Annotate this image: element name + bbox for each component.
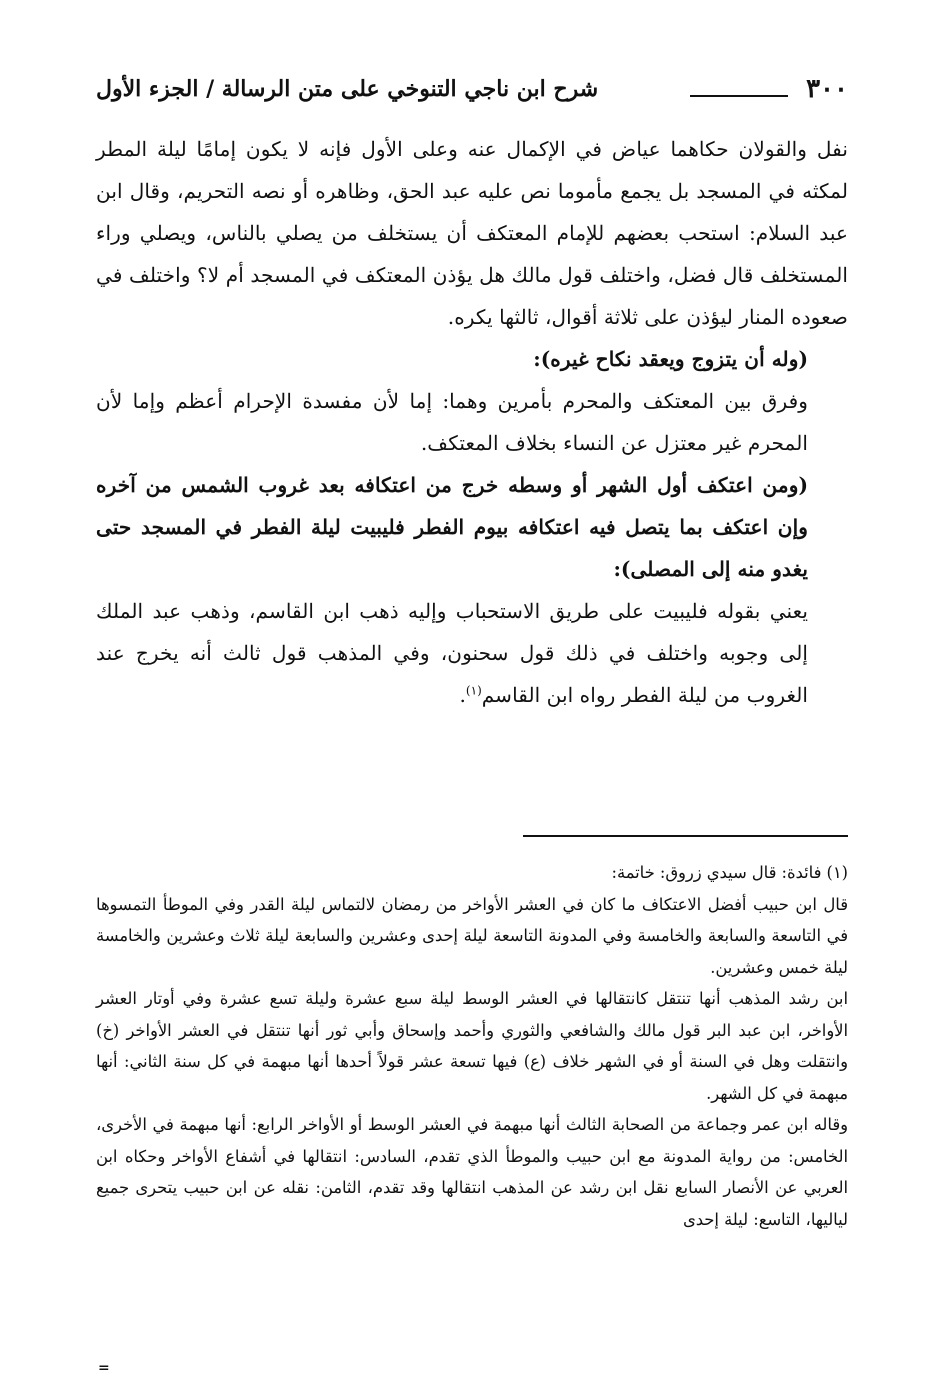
header-rule <box>690 95 788 97</box>
paragraph-with-footnote <box>96 590 848 716</box>
paragraph: نفل والقولان حكاهما عياض في الإكمال عنه وعلى الأول فإنه لا يكون إمامًا ليلة المطر لمكثه في المسجد بل يجمع مأموما نص عليه عبد الحق، وظاهره أو نصه التحريم، وقال ابن عبد السلام: استحب بعضهم للإمام المعتكف أن يستخلف من يصلي بالناس، ويصلي وراء المستخلف قال فضل، واختلف قول مالك هل يؤذن المعتكف في المسجد أم لا؟ واختلف في صعوده المنار ليؤذن على ثلاثة أقوال، ثالثها يكره. <box>96 137 848 329</box>
page-header <box>96 70 848 122</box>
main-text <box>96 128 848 716</box>
page-number: ٣٠٠ <box>806 74 848 104</box>
running-title: شرح ابن ناجي التنوخي على متن الرسالة / الجزء الأول <box>96 76 599 102</box>
footnote-separator <box>523 835 848 837</box>
book-page <box>96 70 848 1376</box>
paragraph: وفرق بين المعتكف والمحرم بأمرين وهما: إما لأن مفسدة الإحرام أعظم وإما لأن المحرم غير معتزل عن النساء بخلاف المعتكف. <box>96 389 808 455</box>
paragraph-text: يعني بقوله فليبيت على طريق الاستحباب وإليه ذهب ابن القاسم، وذهب عبد الملك إلى وجوبه واختلف في ذلك قول سحنون، وفي المذهب قول ثالث أنه يخرج عند الغروب من ليلة الفطر رواه ابن القاسم <box>96 599 808 707</box>
footnote-reference[interactable]: (١) <box>465 683 482 698</box>
footnote-paragraph: قال ابن حبيب أفضل الاعتكاف ما كان في العشر الأواخر من رمضان لالتماس ليلة القدر وفي الموطأ التمسوها في التاسعة والسابعة والخامسة وفي المدونة التاسعة ليلة إحدى وعشرين والسابعة ليلة ثلاث وعشرين والخامسة ليلة خمس وعشرين. <box>96 894 848 977</box>
footnote-paragraph: ابن رشد المذهب أنها تنتقل كانتقالها في العشر الوسط ليلة سبع عشرة وليلة تسع عشرة وفي أوتار العشر الأواخر، ابن عبد البر قول مالك والشافعي والثوري وأحمد وإسحاق وأبي ثور أنها تنتقل في العشر الأواخر (خ) وانتقلت وهل في السنة أو في الشهر خلاف (ع) فيها تسعة عشر قولاً أحدها أنها مبهمة في كل سنة الثاني: أنها مبهمة في كل الشهر. <box>96 989 848 1103</box>
footnotes <box>96 857 848 1235</box>
footnote-paragraph: وقاله ابن عمر وجماعة من الصحابة الثالث أنها مبهمة في العشر الوسط أو الأواخر الرابع: أنها مبهمة في الأخرى، الخامس: من رواية المدونة مع ابن حبيب والموطأ الذي تقدم، السادس: انتقالها في أشفاع الأواخر وحكاه ابن العربي عن الأنصار السابع نقل ابن رشد عن المذهب انتقالها وقد تقدم، الثامن: نقله عن ابن حبيب يتحرى جميع لياليها، التاسع: ليلة إحدى <box>96 1115 848 1229</box>
matn-quote: (وله أن يتزوج ويعقد نكاح غيره): <box>533 347 808 371</box>
footnote-heading: (١) فائدة: قال سيدي زروق: خاتمة: <box>611 863 848 882</box>
matn-quote: (ومن اعتكف أول الشهر أو وسطه خرج من اعتكافه بعد غروب الشمس من آخره وإن اعتكف بما يتصل فيه اعتكافه بيوم الفطر فليبيت ليلة الفطر في المسجد حتى يغدو منه إلى المصلى): <box>96 473 808 581</box>
footnote-continuation-mark: = <box>98 1360 110 1376</box>
paragraph-end: . <box>459 683 466 707</box>
